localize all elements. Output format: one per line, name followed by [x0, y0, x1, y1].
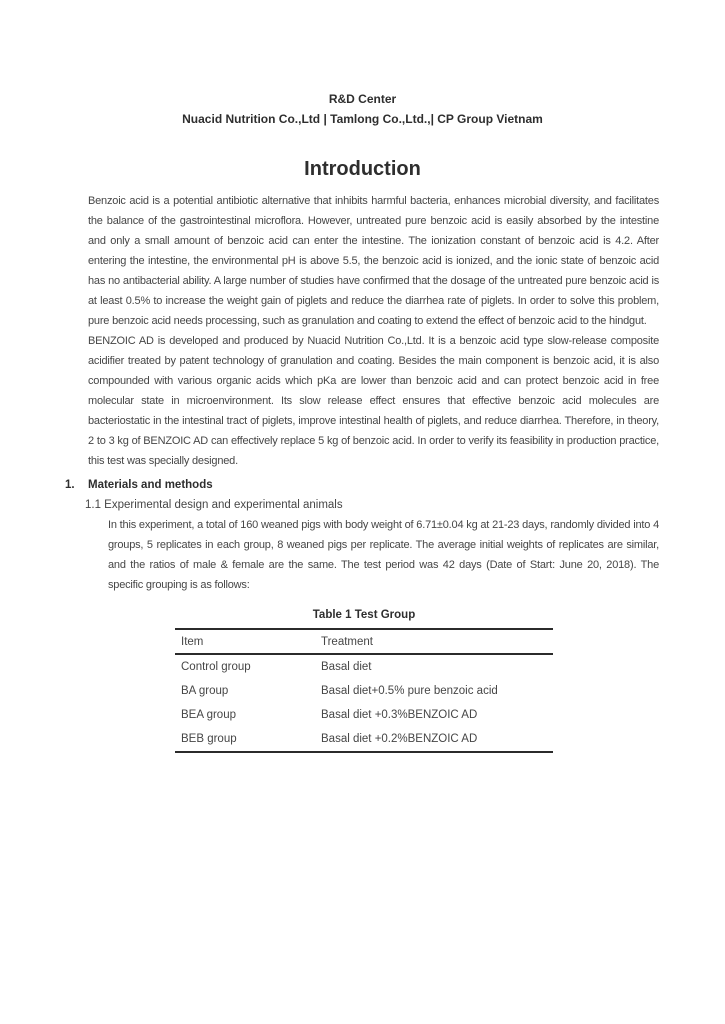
header-org-line: R&D Center	[328, 92, 397, 106]
table-cell-treatment: Basal diet +0.3%BENZOIC AD	[321, 709, 478, 721]
table-header-item: Item	[175, 629, 315, 654]
section-title: Materials and methods	[88, 479, 213, 491]
page-title: Introduction	[304, 158, 421, 180]
table-row	[175, 703, 553, 727]
table-title: Table 1 Test Group	[312, 609, 416, 621]
table-row	[175, 679, 553, 703]
table-header-row	[175, 629, 553, 654]
experiment-paragraph: In this experiment, a total of 160 weaned pigs with body weight of 6.71±0.04 kg at 21-23 days, randomly divided into 4 groups, 5 replicates in each group, 8 weaned pigs per replicate. The average initial weights of replicates are similar, and the ratios of male & female are the same. The test period was 42 days (Date of Start: June 20, 2018). The specific grouping is as follows:	[108, 519, 659, 591]
table-cell-treatment: Basal diet +0.2%BENZOIC AD	[321, 733, 478, 745]
table-block	[175, 607, 553, 753]
table-header-treatment: Treatment	[315, 629, 553, 654]
table-cell-treatment: Basal diet+0.5% pure benzoic acid	[321, 685, 498, 697]
section-heading	[65, 475, 659, 495]
table-cell-item: Control group	[181, 661, 251, 673]
table-cell-item: BA group	[181, 685, 229, 697]
table-row	[175, 727, 553, 752]
document-header	[0, 0, 725, 129]
document-body	[65, 191, 659, 753]
table-row	[175, 654, 553, 679]
header-company-line: Nuacid Nutrition Co.,Ltd | Tamlong Co.,Ltd.,| CP Group Vietnam	[182, 112, 543, 126]
table-cell-item: BEA group	[181, 709, 236, 721]
test-group-table	[175, 628, 553, 753]
table-cell-item: BEB group	[181, 733, 237, 745]
section-number: 1.	[65, 479, 75, 491]
intro-paragraph-1: Benzoic acid is a potential antibiotic alternative that inhibits harmful bacteria, enhances microbial diversity, and facilitates the balance of the gastrointestinal microflora. However, untreated pure benzoic acid is easily absorbed by the intestine and only a small amount of benzoic acid can enter the intestine. The ionization constant of benzoic acid is 4.2. After entering the intestine, the environmental pH is above 5.5, the benzoic acid is ionized, and the ionic state of benzoic acid has no antibacterial ability. A large number of studies have confirmed that the dosage of the untreated pure benzoic acid is at least 0.5% to increase the weight gain of piglets and reduce the diarrhea rate of piglets. In order to solve this problem, pure benzoic acid needs processing, such as granulation and coating to extend the effect of benzoic acid to the hindgut.	[88, 195, 659, 327]
table-cell-treatment: Basal diet	[321, 661, 372, 673]
intro-paragraph-2: BENZOIC AD is developed and produced by Nuacid Nutrition Co.,Ltd. It is a benzoic acid type slow-release composite acidifier treated by patent technology of granulation and coating. Besides the main component is benzoic acid, it is also compounded with various organic acids which pKa are lower than benzoic acid and can protect benzoic acid in free molecular state in microenvironment. Its slow release effect ensures that effective benzoic acid molecules are bacteriostatic in the intestinal tract of piglets, improve intestinal health of piglets, and reduce diarrhea. Therefore, in theory, 2 to 3 kg of BENZOIC AD can effectively replace 5 kg of benzoic acid. In order to verify its feasibility in production practice, this test was specially designed.	[88, 335, 659, 467]
subsection-heading: 1.1 Experimental design and experimental animals	[85, 499, 343, 511]
